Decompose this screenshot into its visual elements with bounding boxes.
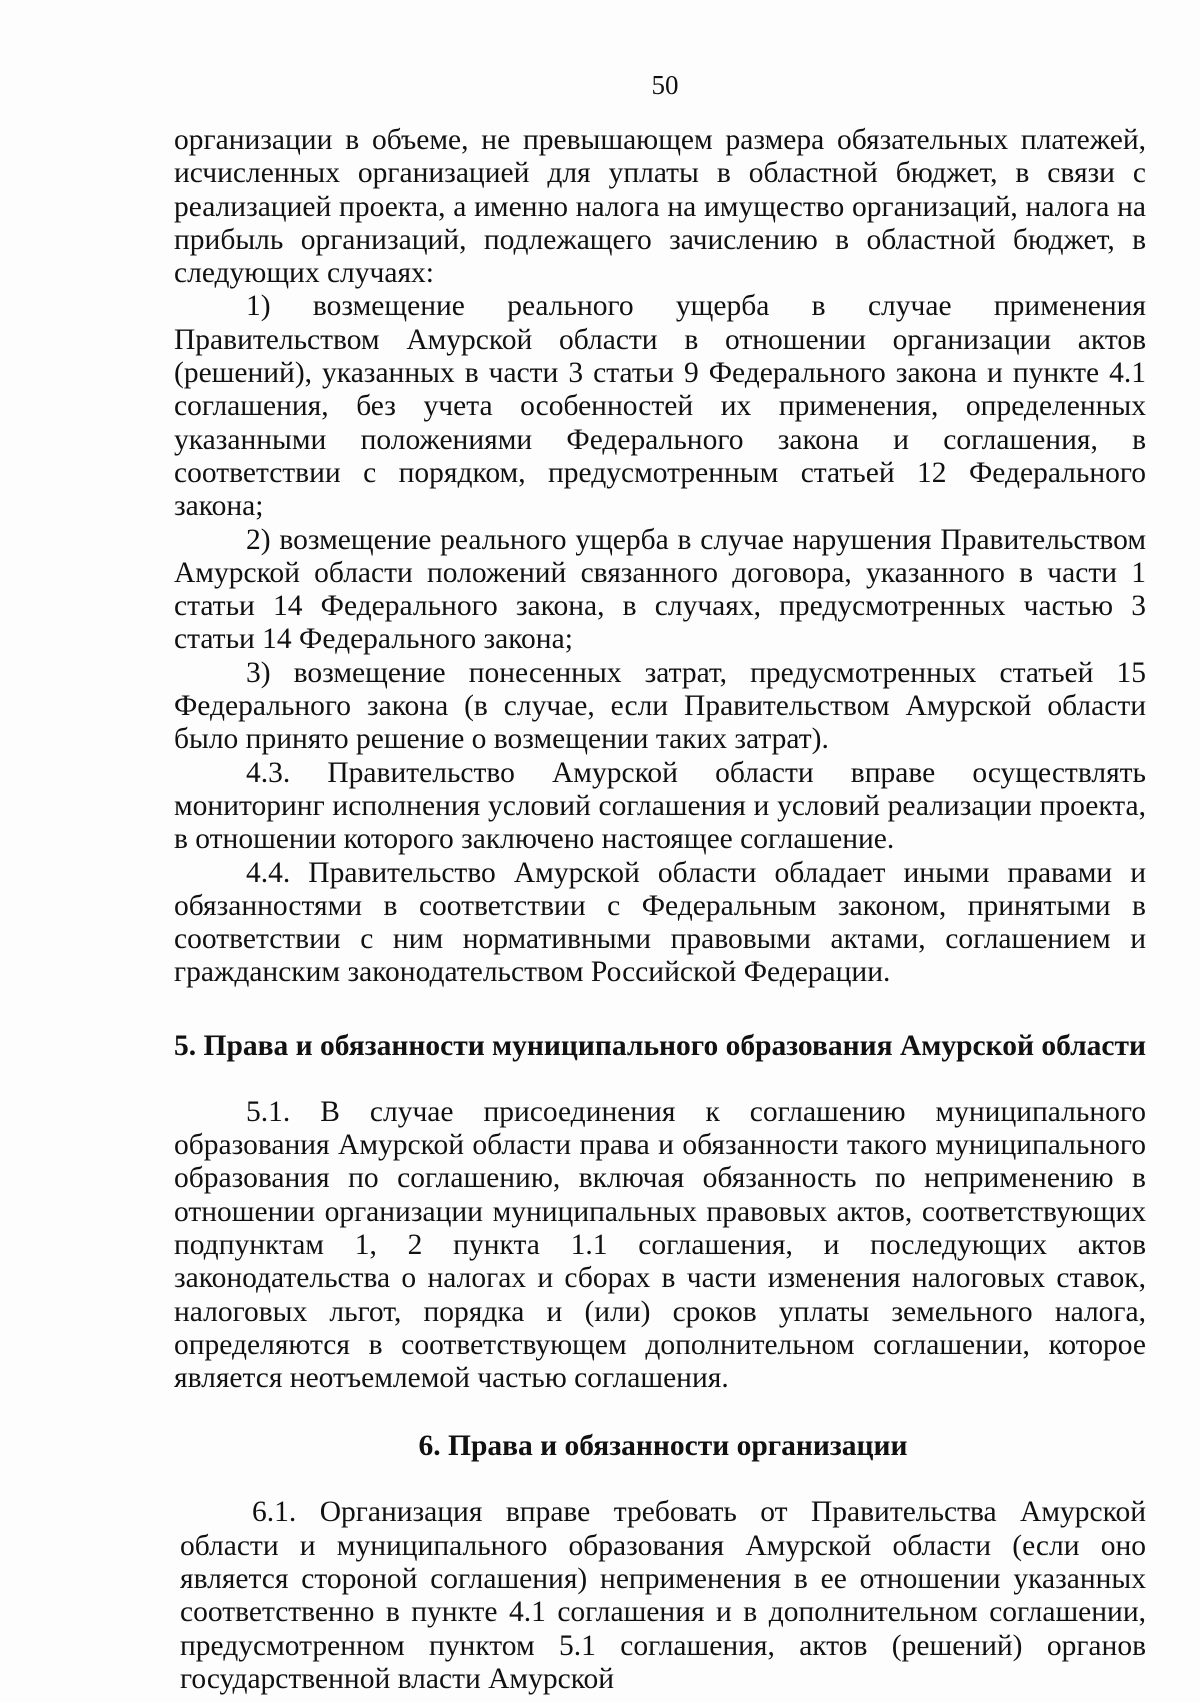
page-number: 50 (651, 70, 679, 100)
list-item-2: 2) возмещение реального ущерба в случае нарушения Правительством Амурской области положений связанного договора, указанного в части 1 статьи 14 Федерального закона, в случаях, предусмотренных частью 3 статьи 14 Федерального закона; (174, 523, 1146, 656)
paragraph-continuation: организации в объеме, не превышающем размера обязательных платежей, исчисленных организацией для уплаты в областной бюджет, в связи с реализацией проекта, а именно налога на имущество организаций, налога на прибыль организаций, подлежащего зачислению в областной бюджет, в следующих случаях: (174, 124, 1146, 290)
paragraph-6-1: 6.1. Организация вправе требовать от Правительства Амурской области и муниципального образования Амурской области (если оно является стороной соглашения) неприменения в ее отношении указанных соответственно в пункте 4.1 соглашения и в дополнительном соглашении, предусмотренном пунктом 5.1 соглашения, актов (решений) органов государственной власти Амурской (180, 1496, 1146, 1695)
paragraph-4-3: 4.3. Правительство Амурской области вправе осуществлять мониторинг исполнения условий соглашения и условий реализации проекта, в отношении которого заключено настоящее соглашение. (174, 756, 1146, 856)
paragraph-4-4: 4.4. Правительство Амурской области обладает иными правами и обязанностями в соответствии с Федеральным законом, принятыми в соответствии с ним нормативными правовыми актами, соглашением и гражданским законодательством Российской Федерации. (174, 856, 1146, 989)
document-body (174, 124, 1146, 1696)
list-item-3: 3) возмещение понесенных затрат, предусмотренных статьей 15 Федерального закона (в случае, если Правительством Амурской области было принято решение о возмещении таких затрат). (174, 656, 1146, 756)
section-5-heading: 5. Права и обязанности муниципального образования Амурской области (174, 1029, 1146, 1062)
paragraph-5-1: 5.1. В случае присоединения к соглашению муниципального образования Амурской области права и обязанности такого муниципального образования по соглашению, включая обязанность по неприменению в отношении организации муниципальных правовых актов, соответствующих подпунктам 1, 2 пункта 1.1 соглашения, и последующих актов законодательства о налогах и сборах в части изменения налоговых ставок, налоговых льгот, порядка и (или) сроков уплаты земельного налога, определяются в соответствующем дополнительном соглашении, которое является неотъемлемой частью соглашения. (174, 1095, 1146, 1395)
list-item-1: 1) возмещение реального ущерба в случае применения Правительством Амурской области в отношении организации актов (решений), указанных в части 3 статьи 9 Федерального закона и пункте 4.1 соглашения, без учета особенностей их применения, определенных указанными положениями Федерального закона и соглашения, в соответствии с порядком, предусмотренным статьей 12 Федерального закона; (174, 290, 1146, 523)
section-6-heading: 6. Права и обязанности организации (418, 1430, 908, 1463)
section-6-heading-wrapper (174, 1430, 1146, 1463)
